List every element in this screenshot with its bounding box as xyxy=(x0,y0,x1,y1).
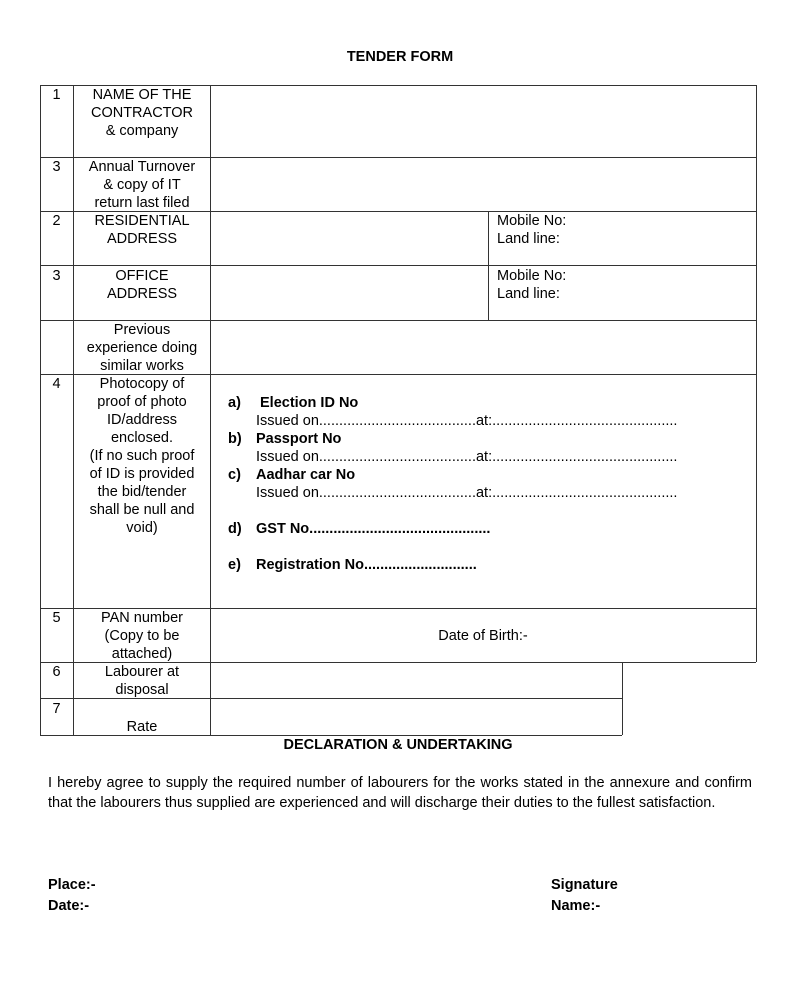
row-label-line: Labourer at xyxy=(104,664,180,680)
signature-block xyxy=(551,875,618,917)
row-label xyxy=(74,321,210,375)
name-label: Name:- xyxy=(551,898,601,914)
residential-phone xyxy=(497,212,566,248)
id-proof-item xyxy=(228,520,490,538)
id-proof-item xyxy=(228,394,358,412)
id-proof-label: Aadhar car No xyxy=(256,467,356,483)
row-label-line: of ID is provided xyxy=(89,466,195,482)
landline-label: Land line: xyxy=(497,231,560,247)
id-proof-label: GST No............................................. xyxy=(256,521,491,537)
row-label-line: RESIDENTIAL xyxy=(94,213,190,229)
row-label-line: CONTRACTOR xyxy=(90,105,194,121)
id-proof-label: Registration No............................ xyxy=(256,557,477,573)
row-label xyxy=(74,86,210,140)
date-of-birth-label: Date of Birth:- xyxy=(438,628,528,644)
table-rule xyxy=(40,85,41,735)
id-proof-issued: Issued on.......................................at:.............................................. xyxy=(256,485,678,501)
row-label-line: experience doing xyxy=(86,340,198,356)
place-label: Place:- xyxy=(48,877,96,893)
row-label-line: Photocopy of xyxy=(99,376,185,392)
row-number: 1 xyxy=(52,87,61,103)
row-label-line: disposal xyxy=(115,682,169,698)
row-label-line: NAME OF THE xyxy=(92,87,192,103)
row-label xyxy=(74,158,210,212)
row-label-line: void) xyxy=(126,520,158,536)
declaration-title: DECLARATION & UNDERTAKING xyxy=(283,737,513,753)
row-label xyxy=(74,718,210,736)
row-label-line: ADDRESS xyxy=(106,231,178,247)
declaration-text: I hereby agree to supply the required number of labourers for the works stated in the annexure and confirm that the labourers thus supplied are experienced and will discharge their duties to the fullest satisfaction. xyxy=(48,775,752,811)
id-proof-label: Election ID No xyxy=(260,395,359,411)
row-label xyxy=(74,663,210,699)
row-number: 2 xyxy=(52,213,61,229)
row-label-line: shall be null and xyxy=(89,502,195,518)
place-date-block xyxy=(48,875,96,917)
row-label-line: Rate xyxy=(126,719,158,735)
id-proof-item xyxy=(228,556,477,574)
row-label-line: proof of photo xyxy=(97,394,187,410)
row-label-line: attached) xyxy=(111,646,173,662)
landline-label: Land line: xyxy=(497,286,560,302)
row-label-line: PAN number xyxy=(101,610,183,626)
row-label-line: & copy of IT xyxy=(103,177,181,193)
table-rule xyxy=(622,662,623,735)
row-label-line: ADDRESS xyxy=(106,286,178,302)
row-label-line: OFFICE xyxy=(115,268,169,284)
row-label-line: Annual Turnover xyxy=(88,159,196,175)
row-label-line: (Copy to be xyxy=(104,628,180,644)
table-rule xyxy=(756,85,757,662)
id-proof-marker: e) xyxy=(228,557,241,573)
row-number: 6 xyxy=(52,664,61,680)
table-rule xyxy=(40,265,756,266)
row-number: 5 xyxy=(52,610,61,626)
date-label: Date:- xyxy=(48,898,90,914)
table-rule xyxy=(488,211,489,320)
row-label xyxy=(74,609,210,663)
row-label-line: enclosed. xyxy=(110,430,174,446)
mobile-label: Mobile No: xyxy=(497,213,567,229)
row-number: 7 xyxy=(52,701,61,717)
row-label-line: similar works xyxy=(100,358,184,374)
office-phone xyxy=(497,267,566,303)
row-label-line: the bid/tender xyxy=(97,484,187,500)
row-label xyxy=(74,212,210,248)
row-label-line: ID/address xyxy=(106,412,178,428)
id-proof-marker: a) xyxy=(228,395,241,411)
id-proof-item xyxy=(228,466,355,484)
id-proof-issued: Issued on.......................................at:.............................................. xyxy=(256,413,678,429)
id-proof-marker: b) xyxy=(228,431,242,447)
row-label-line: (If no such proof xyxy=(89,448,195,464)
row-label xyxy=(74,375,210,537)
row-label xyxy=(74,267,210,303)
row-number: 3 xyxy=(52,268,61,284)
row-number: 4 xyxy=(52,376,61,392)
signature-label: Signature xyxy=(551,877,618,893)
id-proof-marker: d) xyxy=(228,521,242,537)
row-label-line: & company xyxy=(105,123,179,139)
id-proof-label: Passport No xyxy=(256,431,342,447)
row-label-line: return last filed xyxy=(94,195,190,211)
id-proof-item xyxy=(228,430,341,448)
row-label-line: Previous xyxy=(113,322,171,338)
id-proof-marker: c) xyxy=(228,467,241,483)
row-number: 3 xyxy=(52,159,61,175)
id-proof-issued: Issued on.......................................at:.............................................. xyxy=(256,449,678,465)
mobile-label: Mobile No: xyxy=(497,268,567,284)
page-title: TENDER FORM xyxy=(346,49,454,65)
